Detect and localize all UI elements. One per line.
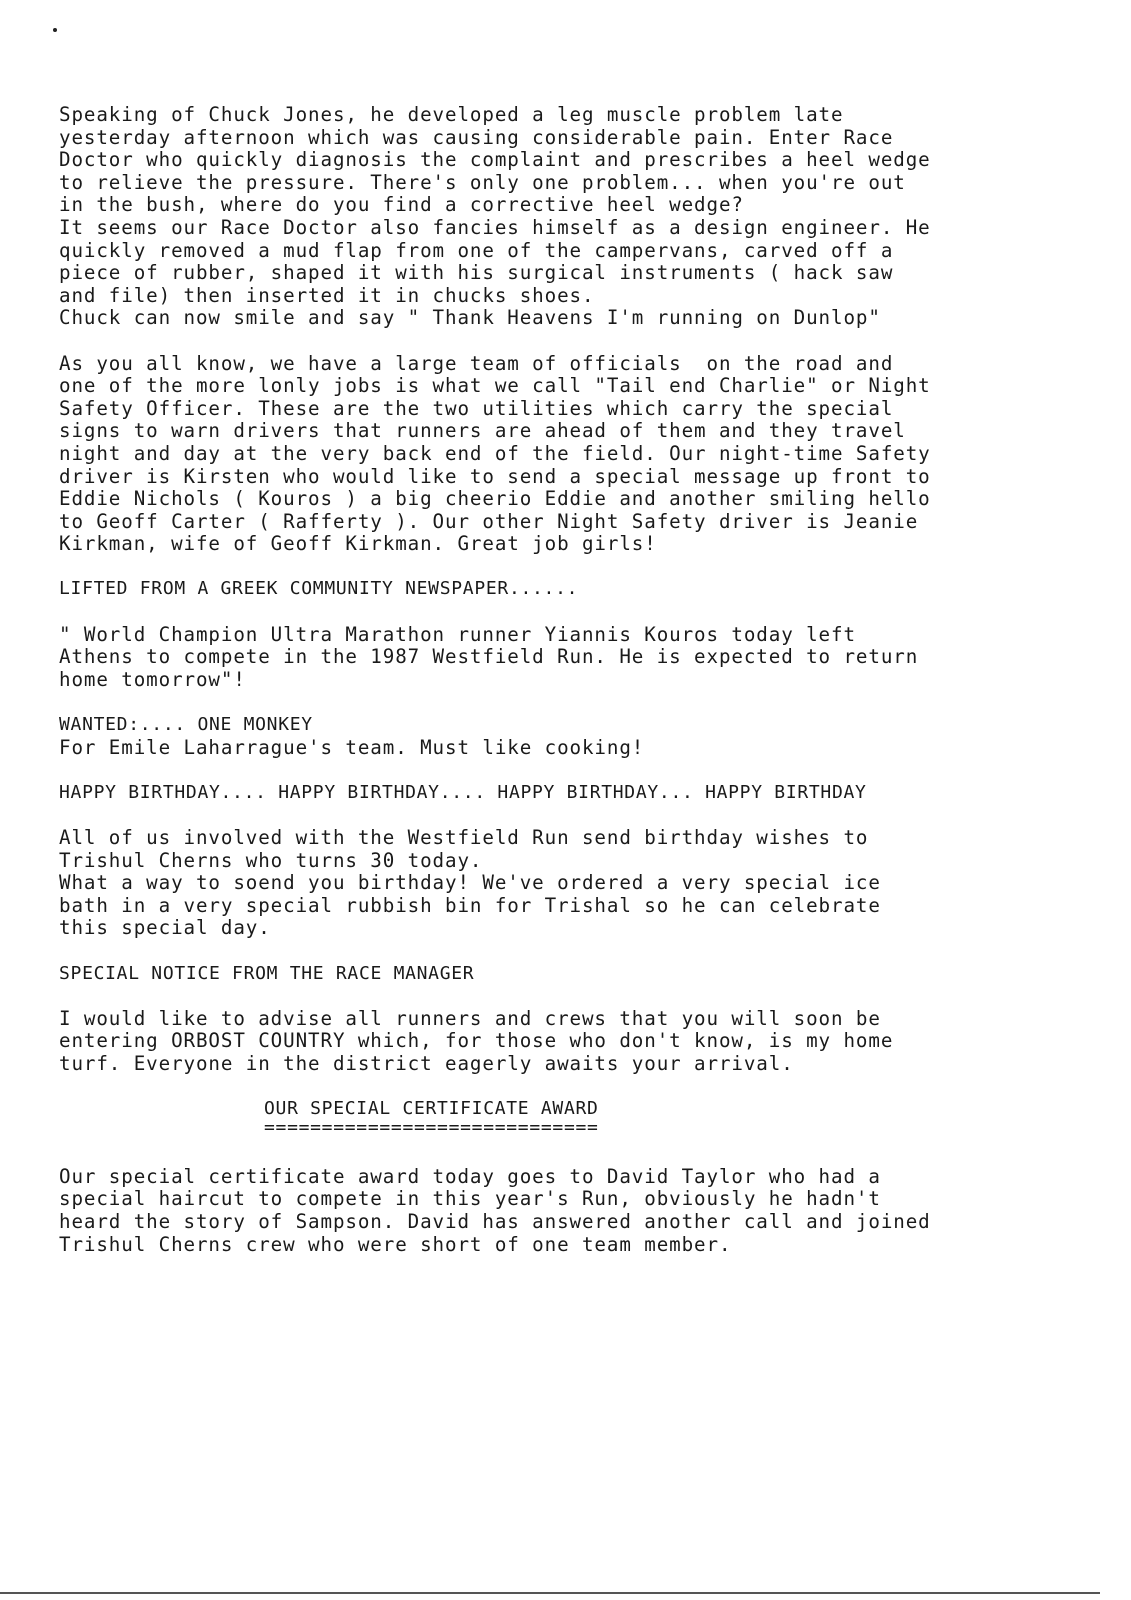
text-line: entering ORBOST COUNTRY which, for those who don't know, is my home [59,1029,894,1053]
heading-greek-newspaper: LIFTED FROM A GREEK COMMUNITY NEWSPAPER...... [59,578,579,600]
text-line: For Emile Laharrague's team. Must like cooking! [59,735,645,759]
text-line: Trishul Cherns crew who were short of one team member. [59,1232,732,1256]
text-line: I would like to advise all runners and crews that you will soon be [59,1006,881,1030]
paragraph-night-safety [59,353,1099,556]
text-line: What a way to soend you birthday! We've ordered a very special ice [59,871,881,895]
text-line: All of us involved with the Westfield Run send birthday wishes to [59,826,869,849]
scan-speck [53,28,57,32]
text-line: signs to warn drivers that runners are ahead of them and they travel [59,419,906,443]
text-line: night and day at the very back end of the field. Our night-time Safety [59,441,931,465]
text-line: in the bush, where do you find a corrective heel wedge? [59,193,744,217]
text-line: to Geoff Carter ( Rafferty ). Our other Night Safety driver is Jeanie [59,509,919,533]
paragraph-chuck-jones [59,104,1099,330]
text-line: yesterday afternoon which was causing considerable pain. Enter Race [59,125,894,149]
text-line: Our special certificate award today goes to David Taylor who had a [59,1164,881,1188]
text-line: Trishul Cherns who turns 30 today. [59,848,483,872]
page-bottom-edge [0,1592,1100,1594]
heading-special-notice: SPECIAL NOTICE FROM THE RACE MANAGER [59,962,475,984]
text-line: heard the story of Sampson. David has answered another call and joined [59,1209,931,1233]
text-line: Doctor who quickly diagnosis the complaint and prescribes a heel wedge [59,148,931,172]
text-line: Safety Officer. These are the two utilities which carry the special [59,396,894,420]
paragraph-orbost [59,1008,1099,1076]
text-line: turf. Everyone in the district eagerly awaits your arrival. [59,1051,794,1075]
text-line: to relieve the pressure. There's only one problem... when you're out [59,170,906,194]
heading-underline: ============================= [264,1116,599,1138]
text-line: It seems our Race Doctor also fancies himself as a design engineer. He [59,215,931,239]
text-line: bath in a very special rubbish bin for Trishal so he can celebrate [59,893,881,917]
heading-certificate-award: OUR SPECIAL CERTIFICATE AWARD [264,1098,599,1120]
text-line: Speaking of Chuck Jones, he developed a leg muscle problem late [59,103,844,126]
paragraph-kouros-quote [59,624,1099,692]
paragraph-birthday [59,827,1099,940]
text-line: home tomorrow"! [59,667,246,691]
text-line: As you all know, we have a large team of officials on the road and [59,351,894,375]
text-line: this special day. [59,916,271,940]
document-page [59,104,1099,1256]
heading-happy-birthday: HAPPY BIRTHDAY.... HAPPY BIRTHDAY.... HAPPY BIRTHDAY... HAPPY BIRTHDAY [59,781,867,803]
text-line: driver is Kirsten who would like to send a special message up front to [59,464,931,488]
text-line: and file) then inserted it in chucks shoes. [59,283,595,307]
heading-wanted: WANTED:.... ONE MONKEY [59,714,313,736]
text-line: Kirkman, wife of Geoff Kirkman. Great job girls! [59,532,657,556]
text-line: one of the more lonly jobs is what we call "Tail end Charlie" or Night [59,374,931,398]
text-line: Chuck can now smile and say " Thank Heavens I'm running on Dunlop" [59,306,881,330]
text-line: quickly removed a mud flap from one of the campervans, carved off a [59,238,894,262]
text-line: " World Champion Ultra Marathon runner Yiannis Kouros today left [59,622,856,646]
text-line: special haircut to compete in this year's Run, obviously he hadn't [59,1187,881,1211]
text-line: piece of rubber, shaped it with his surgical instruments ( hack saw [59,261,894,285]
text-line: Athens to compete in the 1987 Westfield Run. He is expected to return [59,645,919,669]
text-line: Eddie Nichols ( Kouros ) a big cheerio Eddie and another smiling hello [59,487,931,511]
paragraph-award [59,1166,1099,1256]
